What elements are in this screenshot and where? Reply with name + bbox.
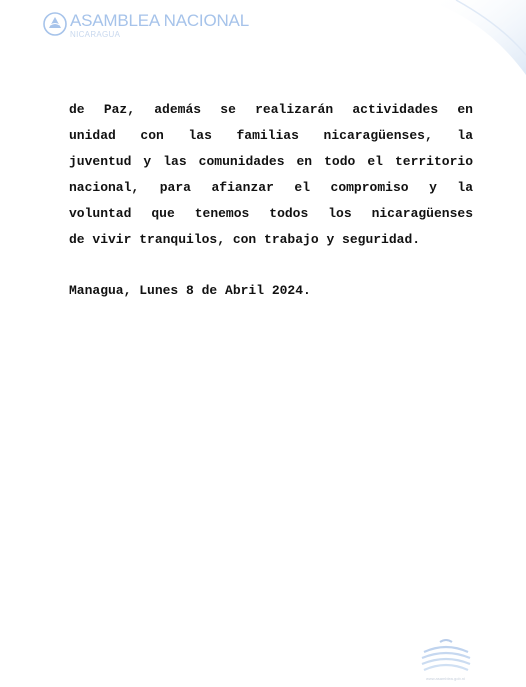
paragraph-line: de vivir tranquilos, con trabajo y seguridad. xyxy=(69,232,421,247)
corner-decoration xyxy=(386,0,526,80)
org-name: ASAMBLEA NACIONAL xyxy=(70,11,249,30)
paragraph-line: nacional, para afianzar el compromiso y la xyxy=(69,180,473,195)
org-country: NICARAGUA xyxy=(70,30,121,39)
footer-url: www.asamblea.gob.ni xyxy=(426,676,465,681)
brand-block xyxy=(70,11,249,39)
letterhead xyxy=(43,11,249,39)
paragraph-line: juventud y las comunidades en todo el territorio xyxy=(69,154,473,169)
paragraph-line: unidad con las familias nicaragüenses, la xyxy=(69,128,473,143)
body-paragraph xyxy=(69,97,473,253)
paragraph-line: de Paz, además se realizarán actividades en xyxy=(69,102,473,117)
assembly-emblem-icon xyxy=(43,12,67,36)
paragraph-line: voluntad que tenemos todos los nicaragüenses xyxy=(69,206,473,221)
date-line: Managua, Lunes 8 de Abril 2024. xyxy=(69,283,311,298)
